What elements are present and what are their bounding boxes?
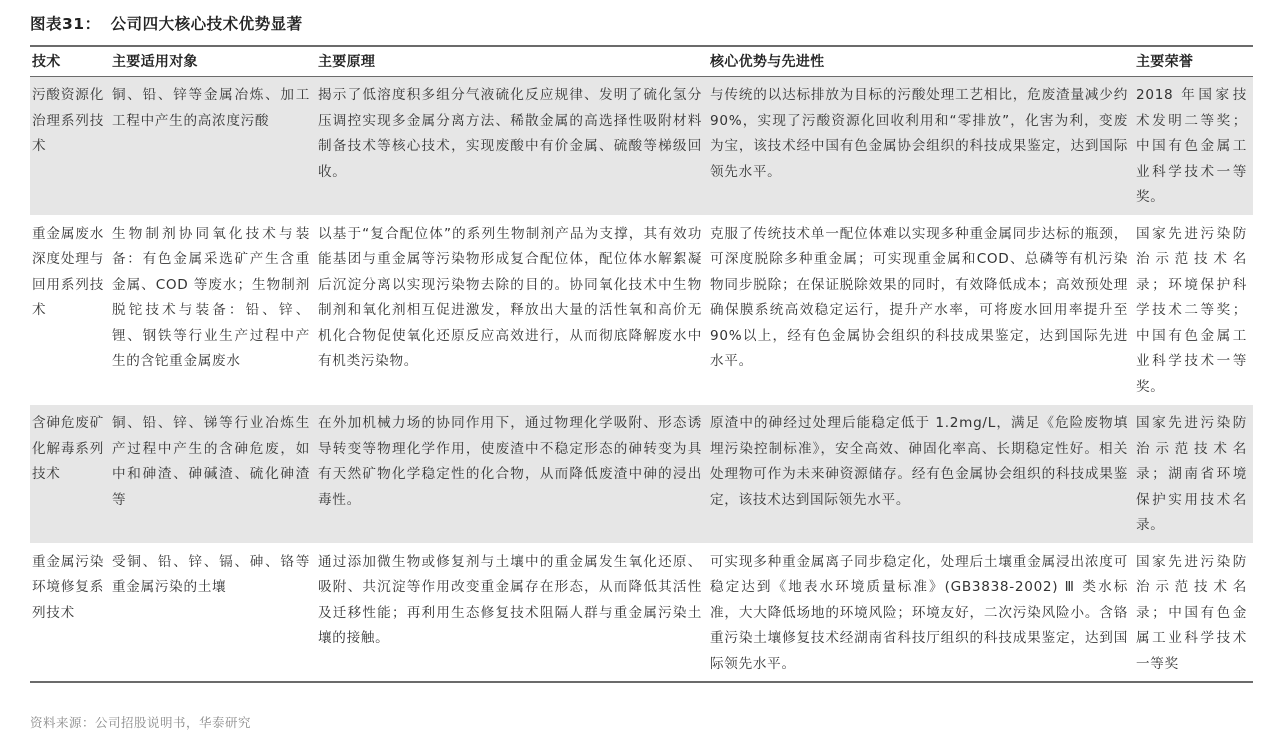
cell-target: 铜、铅、锌、锑等行业冶炼生产过程中产生的含砷危废，如中和砷渣、砷碱渣、硫化砷渣等: [110, 405, 316, 544]
figure-title-text: 公司四大核心技术优势显著: [110, 15, 303, 33]
cell-advantage: 克服了传统技术单一配位体难以实现多种重金属同步达标的瓶颈，可深度脱除多种重金属；可实现重金属和COD、总磷等有机污染物同步脱除；在保证脱除效果的同时，有效降低成本；高效预处理确保膜系统高效稳定运行，提升产水率，可将废水回用率提升至 90%以上，经有色金属协会组织的科技成果鉴定，达到国际先进水平。: [708, 215, 1134, 405]
table-row: [30, 215, 1253, 405]
cell-advantage: 与传统的以达标排放为目标的污酸处理工艺相比，危废渣量减少约 90%，实现了污酸资源化回收利用和“零排放”，化害为利，变废为宝，该技术经中国有色金属协会组织的科技成果鉴定，达到国际领先水平。: [708, 77, 1134, 216]
table-row: [30, 405, 1253, 544]
table-header-row: [30, 46, 1253, 77]
table-row: [30, 77, 1253, 216]
cell-target: 铜、铅、锌等金属冶炼、加工工程中产生的高浓度污酸: [110, 77, 316, 216]
figure-label: 图表31：: [30, 15, 101, 33]
col-header-tech: 技术: [30, 46, 110, 77]
col-header-advantage: 核心优势与先进性: [708, 46, 1134, 77]
table-row: [30, 543, 1253, 682]
cell-principle: 通过添加微生物或修复剂与土壤中的重金属发生氧化还原、吸附、共沉淀等作用改变重金属存在形态，从而降低其活性及迁移性能；再利用生态修复技术阻隔人群与重金属污染土壤的接触。: [316, 543, 708, 682]
cell-advantage: 可实现多种重金属离子同步稳定化，处理后土壤重金属浸出浓度可稳定达到《地表水环境质量标准》(GB3838-2002) Ⅲ 类水标准，大大降低场地的环境风险；环境友好，二次污染风险小。含铬重污染土壤修复技术经湖南省科技厅组织的科技成果鉴定，达到国际领先水平。: [708, 543, 1134, 682]
cell-principle: 在外加机械力场的协同作用下，通过物理化学吸附、形态诱导转变等物理化学作用，使废渣中不稳定形态的砷转变为具有天然矿物化学稳定性的化合物，从而降低废渣中砷的浸出毒性。: [316, 405, 708, 544]
figure-title: [30, 12, 1253, 34]
cell-target: 受铜、铅、锌、镉、砷、铬等重金属污染的土壤: [110, 543, 316, 682]
cell-advantage: 原渣中的砷经过处理后能稳定低于 1.2mg/L，满足《危险废物填埋污染控制标准》，安全高效、砷固化率高、长期稳定性好。相关处理物可作为未来砷资源储存。经有色金属协会组织的科技成果鉴定，该技术达到国际领先水平。: [708, 405, 1134, 544]
cell-principle: 以基于“复合配位体”的系列生物制剂产品为支撑，其有效功能基团与重金属等污染物形成复合配位体，配位体水解絮凝后沉淀分离以实现污染物去除的目的。协同氧化技术中生物制剂和氧化剂相互促进激发，释放出大量的活性氧和高价无机化合物促使氧化还原反应高效进行，从而彻底降解废水中有机类污染物。: [316, 215, 708, 405]
col-header-principle: 主要原理: [316, 46, 708, 77]
source-note: 资料来源：公司招股说明书，华泰研究: [30, 715, 252, 730]
cell-principle: 揭示了低溶度积多组分气液硫化反应规律、发明了硫化氢分压调控实现多金属分离方法、稀散金属的高选择性吸附材料制备技术等核心技术，实现废酸中有价金属、硫酸等梯级回收。: [316, 77, 708, 216]
cell-target: 生物制剂协同氧化技术与装备：有色金属采选矿产生含重金属、COD 等废水；生物制剂脱铊技术与装备：铅、锌、锂、钢铁等行业生产过程中产生的含铊重金属废水: [110, 215, 316, 405]
col-header-target: 主要适用对象: [110, 46, 316, 77]
cell-honor: 国家先进污染防治示范技术名录；中国有色金属工业科学技术一等奖: [1134, 543, 1253, 682]
cell-honor: 国家先进污染防治示范技术名录；环境保护科学技术二等奖；中国有色金属工业科学技术一等奖。: [1134, 215, 1253, 405]
cell-tech: 含砷危废矿化解毒系列技术: [30, 405, 110, 544]
tech-table: [30, 45, 1253, 683]
cell-tech: 重金属污染环境修复系列技术: [30, 543, 110, 682]
cell-tech: 污酸资源化治理系列技术: [30, 77, 110, 216]
cell-tech: 重金属废水深度处理与回用系列技术: [30, 215, 110, 405]
cell-honor: 2018 年国家技术发明二等奖；中国有色金属工业科学技术一等奖。: [1134, 77, 1253, 216]
col-header-honor: 主要荣誉: [1134, 46, 1253, 77]
cell-honor: 国家先进污染防治示范技术名录；湖南省环境保护实用技术名录。: [1134, 405, 1253, 544]
